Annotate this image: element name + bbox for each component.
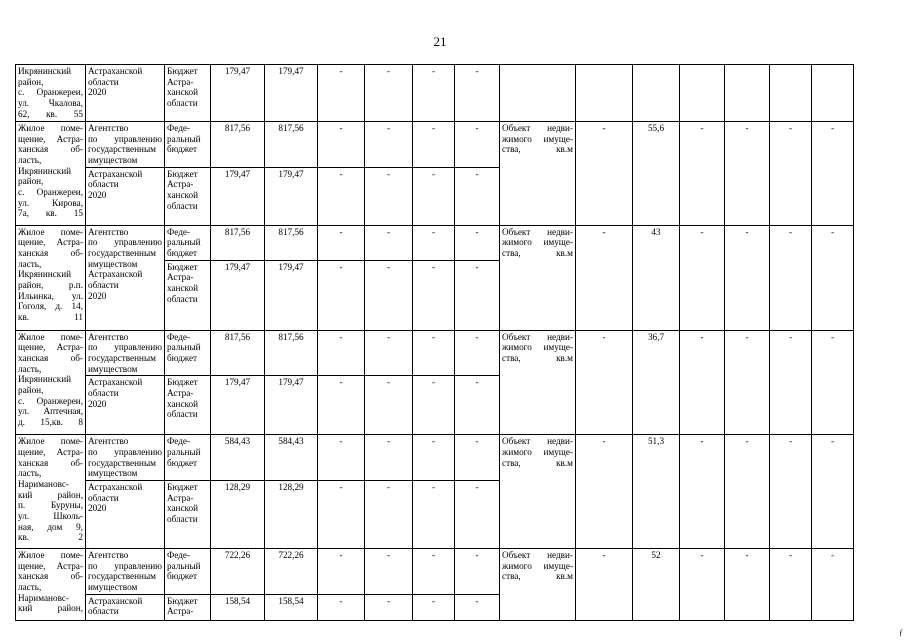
property-empty-cell: - (576, 225, 633, 330)
empty-value-cell: - (455, 167, 500, 225)
text-line: Жилое поме- (18, 226, 83, 237)
empty-value-cell: - (318, 594, 365, 620)
budget-source-cell (165, 260, 211, 330)
empty-value-cell: - (365, 260, 413, 330)
empty-value-cell: - (318, 330, 365, 376)
text-line: 2020 (88, 503, 107, 514)
text-line: ханская об- (18, 144, 83, 155)
empty-value-cell: - (413, 594, 455, 620)
text-line: жимого имуще- (502, 447, 573, 458)
text-line: ханской (167, 398, 199, 409)
text-line: ласть, (18, 258, 42, 269)
text-line: бюджет (167, 571, 198, 582)
amount-cell: 128,29 (211, 481, 265, 549)
text-line: области (167, 293, 198, 304)
text-line: район, (18, 385, 44, 396)
text-line: по управлению (88, 342, 162, 353)
text-line: район, (18, 176, 44, 187)
empty-value-cell: - (770, 435, 812, 549)
text-line: Икрянинский (18, 269, 72, 280)
agency-cell (86, 167, 165, 225)
amount-cell: 722,26 (265, 549, 318, 595)
empty-value-cell: - (365, 481, 413, 549)
text-line: жимого имуще- (502, 342, 573, 353)
amount-cell: 179,47 (265, 167, 318, 225)
empty-value-cell: - (770, 330, 812, 435)
empty-value-cell: - (318, 260, 365, 330)
property-empty-cell (576, 65, 633, 122)
property-empty-cell: - (576, 122, 633, 226)
text-line: Объект недви- (502, 550, 573, 561)
property-type-cell (500, 225, 576, 330)
text-line: Икрянинский (18, 66, 72, 76)
text-line: области (167, 98, 198, 109)
empty-value-cell: - (770, 122, 812, 226)
text-line: 62, кв. 55 (18, 108, 83, 119)
text-line: ул. Чкалова, (18, 98, 83, 109)
empty-value-cell: - (812, 330, 854, 435)
table-row (16, 122, 854, 168)
budget-source-cell (165, 435, 211, 481)
text-line: с. Оранжереи, (18, 395, 83, 406)
text-line: ральный (167, 237, 201, 248)
budget-source-cell (165, 65, 211, 122)
text-line: государственным (88, 457, 156, 468)
agency-cell (86, 376, 165, 435)
budget-source-cell (165, 225, 211, 260)
amount-cell: 158,54 (265, 594, 318, 620)
text-line: жимого имуще- (502, 237, 573, 248)
text-line: Феде- (167, 550, 191, 561)
page-number: 21 (433, 34, 447, 49)
table-row (16, 330, 854, 376)
text-line: щение, Астра- (18, 237, 83, 248)
property-type-cell (500, 122, 576, 226)
text-line: ул. Кирова, (18, 197, 83, 208)
text-line: по управлению (88, 133, 162, 144)
text-line: бюджет (167, 144, 198, 155)
text-line: Феде- (167, 436, 191, 447)
text-line: области (88, 76, 119, 87)
empty-value-cell: - (365, 330, 413, 376)
property-type-cell (500, 330, 576, 435)
empty-value-cell: - (413, 376, 455, 435)
text-line: с. Оранжереи, (18, 87, 83, 98)
empty-value-cell: - (318, 376, 365, 435)
empty-value-cell: - (413, 260, 455, 330)
text-line: Жилое поме- (18, 331, 83, 342)
text-line: по управлению (88, 237, 162, 248)
empty-value-cell: - (413, 435, 455, 481)
amount-cell: 128,29 (265, 481, 318, 549)
empty-value-cell (770, 65, 812, 122)
amount-cell: 817,56 (265, 122, 318, 168)
amount-cell: 179,47 (265, 65, 318, 122)
empty-value-cell: - (365, 65, 413, 122)
empty-value-cell: - (365, 435, 413, 481)
text-line: Бюджет (167, 482, 198, 493)
empty-value-cell: - (318, 225, 365, 260)
text-line: Астраханской (88, 595, 143, 606)
empty-value-cell: - (365, 594, 413, 620)
text-line: Агентство (88, 550, 129, 561)
text-line: ральный (167, 342, 201, 353)
text-line: ральный (167, 133, 201, 144)
text-line: кий район, (18, 603, 83, 614)
empty-value-cell: - (680, 435, 725, 549)
amount-cell: 584,43 (211, 435, 265, 481)
empty-value-cell: - (455, 260, 500, 330)
text-line: кий район, (18, 489, 83, 500)
text-line: Астра- (167, 492, 194, 503)
text-line: государственным (88, 353, 156, 364)
text-line: район, (18, 76, 44, 87)
amount-cell: 584,43 (265, 435, 318, 481)
text-line: щение, Астра- (18, 342, 83, 353)
amount-cell: 817,56 (211, 122, 265, 168)
empty-value-cell (680, 65, 725, 122)
text-line: 2020 (88, 290, 107, 301)
budget-source-cell (165, 594, 211, 620)
empty-value-cell: - (455, 594, 500, 620)
text-line: щение, Астра- (18, 560, 83, 571)
budget-source-cell (165, 549, 211, 595)
empty-value-cell: - (455, 122, 500, 168)
text-line: Наримановс- (18, 592, 69, 603)
empty-value-cell: - (455, 481, 500, 549)
empty-value-cell: - (318, 65, 365, 122)
text-line: ханской (167, 503, 199, 514)
text-line: ства, кв.м (502, 248, 573, 259)
text-line: ул. Аптечная, (18, 406, 83, 417)
empty-value-cell: - (812, 225, 854, 330)
empty-value-cell: - (365, 167, 413, 225)
table-row (16, 435, 854, 481)
text-line: Астраханской (88, 66, 143, 76)
text-line: жимого имуще- (502, 560, 573, 571)
text-line: по управлению (88, 447, 162, 458)
amount-cell: 817,56 (211, 225, 265, 260)
agency-cell (86, 330, 165, 376)
object-address-cell (16, 435, 86, 549)
amount-cell: 179,47 (211, 167, 265, 225)
amount-cell: 179,47 (211, 65, 265, 122)
text-line: Ильинка, ул. (18, 290, 83, 301)
text-line: бюджет (167, 457, 198, 468)
text-line: Икрянинский (18, 165, 72, 176)
object-address-cell (16, 330, 86, 435)
text-line: государственным (88, 248, 156, 259)
budget-source-cell (165, 376, 211, 435)
text-line: Агентство (88, 436, 129, 447)
empty-value-cell: - (413, 330, 455, 376)
text-line: Астраханской (88, 482, 143, 493)
agency-cell (86, 122, 165, 168)
text-line: Феде- (167, 331, 191, 342)
text-line: Астра- (167, 606, 194, 617)
text-line: государственным (88, 571, 156, 582)
text-line: Икрянинский (18, 374, 72, 385)
empty-value-cell: - (812, 435, 854, 549)
empty-value-cell: - (318, 167, 365, 225)
text-line: ства, кв.м (502, 457, 573, 468)
empty-value-cell: - (318, 435, 365, 481)
area-cell: 52 (633, 549, 680, 621)
text-line: Бюджет (167, 261, 198, 272)
amount-cell: 817,56 (265, 330, 318, 376)
text-line: жимого имуще- (502, 133, 573, 144)
area-cell: 43 (633, 225, 680, 330)
empty-value-cell: - (455, 435, 500, 481)
object-address-cell (16, 65, 86, 122)
table-row (16, 65, 854, 122)
empty-value-cell: - (680, 330, 725, 435)
text-line: д. 15,кв. 8 (18, 417, 83, 428)
text-line: Бюджет (167, 595, 198, 606)
amount-cell: 179,47 (211, 260, 265, 330)
text-line: ласть, (18, 582, 42, 593)
text-line: бюджет (167, 248, 198, 259)
text-line: ласть, (18, 468, 42, 479)
text-line: с. Оранжереи, (18, 187, 83, 198)
text-line: ханской (167, 87, 199, 98)
text-line: Жилое поме- (18, 123, 83, 133)
agency-cell (86, 594, 165, 620)
empty-value-cell: - (365, 549, 413, 595)
budget-source-cell (165, 481, 211, 549)
text-line: Наримановс- (18, 479, 69, 490)
text-line: Агентство (88, 331, 129, 342)
empty-value-cell: - (725, 330, 770, 435)
text-line: 7а, кв. 15 (18, 208, 83, 219)
text-line: Бюджет (167, 168, 198, 179)
text-line: бюджет (167, 353, 198, 364)
table-row (16, 225, 854, 260)
text-line: Астраханской (88, 269, 143, 280)
budget-source-cell (165, 167, 211, 225)
text-line: 2020 (88, 87, 107, 98)
text-line: район, р.п. (18, 280, 83, 291)
area-cell: 55,6 (633, 122, 680, 226)
property-type-cell (500, 549, 576, 621)
agency-cell (86, 435, 165, 481)
amount-cell: 722,26 (211, 549, 265, 595)
empty-value-cell: - (318, 122, 365, 168)
text-line: Объект недви- (502, 331, 573, 342)
text-line: ральный (167, 447, 201, 458)
text-line: щение, Астра- (18, 133, 83, 144)
text-line: имуществом (88, 582, 138, 593)
amount-cell: 817,56 (211, 330, 265, 376)
area-cell: 51,3 (633, 435, 680, 549)
empty-value-cell (725, 65, 770, 122)
empty-value-cell: - (365, 225, 413, 260)
empty-value-cell: - (725, 122, 770, 226)
amount-cell: 158,54 (211, 594, 265, 620)
agency-cell (86, 481, 165, 549)
text-line: Объект недви- (502, 436, 573, 447)
empty-value-cell: - (365, 376, 413, 435)
text-line: 2020 (88, 398, 107, 409)
text-line: ласть, (18, 155, 42, 166)
amount-cell: 817,56 (265, 225, 318, 260)
agency-cell (86, 65, 165, 122)
text-line: Бюджет (167, 66, 198, 76)
empty-value-cell: - (725, 435, 770, 549)
text-line: области (88, 388, 119, 399)
text-line: области (88, 179, 119, 190)
empty-value-cell: - (455, 330, 500, 376)
area-cell (633, 65, 680, 122)
text-line: области (167, 514, 198, 525)
empty-value-cell: - (812, 549, 854, 621)
text-line: ханской (167, 283, 199, 294)
empty-value-cell: - (413, 167, 455, 225)
empty-value-cell: - (318, 549, 365, 595)
property-type-cell (500, 65, 576, 122)
object-address-cell (16, 225, 86, 330)
empty-value-cell: - (318, 481, 365, 549)
text-line: Объект недви- (502, 123, 573, 133)
text-line: по управлению (88, 560, 162, 571)
empty-value-cell: - (413, 225, 455, 260)
text-line: области (167, 200, 198, 211)
empty-value-cell: - (455, 65, 500, 122)
empty-value-cell: - (455, 225, 500, 260)
empty-value-cell: - (725, 225, 770, 330)
budget-source-cell (165, 330, 211, 376)
empty-value-cell: - (365, 122, 413, 168)
empty-value-cell: - (413, 65, 455, 122)
empty-value-cell: - (413, 549, 455, 595)
amount-cell: 179,47 (265, 260, 318, 330)
text-line: ханская об- (18, 457, 83, 468)
text-line: Астраханской (88, 168, 143, 179)
text-line: Астра- (167, 76, 194, 87)
text-line: Феде- (167, 226, 191, 237)
text-line: ная, дом 9, (18, 521, 83, 532)
empty-value-cell: - (413, 122, 455, 168)
empty-value-cell: - (770, 549, 812, 621)
amount-cell: 179,47 (265, 376, 318, 435)
property-empty-cell: - (576, 435, 633, 549)
text-line: Агентство (88, 226, 129, 237)
text-line: щение, Астра- (18, 447, 83, 458)
text-line: Астра- (167, 388, 194, 399)
text-line: ства, кв.м (502, 353, 573, 364)
text-line: ханская об- (18, 353, 83, 364)
text-line: имуществом (88, 468, 138, 479)
empty-value-cell: - (413, 481, 455, 549)
edge-mark: ƒ (899, 628, 903, 637)
text-line: Жилое поме- (18, 436, 83, 447)
text-line: ства, кв.м (502, 571, 573, 582)
text-line: Бюджет (167, 377, 198, 388)
object-address-cell (16, 549, 86, 621)
text-line: ральный (167, 560, 201, 571)
text-line: области (88, 492, 119, 503)
text-line: ства, кв.м (502, 144, 573, 155)
text-line: области (167, 409, 198, 420)
text-line: Астра- (167, 272, 194, 283)
table-row (16, 549, 854, 595)
text-line: Астра- (167, 179, 194, 190)
text-line: ханской (167, 190, 199, 201)
text-line: п. Буруны, (18, 500, 83, 511)
text-line: ласть, (18, 363, 42, 374)
text-line: области (88, 280, 119, 291)
text-line: государственным (88, 144, 156, 155)
empty-value-cell (812, 65, 854, 122)
text-line: Агентство (88, 123, 129, 133)
text-line: 2020 (88, 190, 107, 201)
text-line: кв. 2 (18, 532, 83, 543)
empty-value-cell: - (680, 225, 725, 330)
text-line: имуществом (88, 155, 138, 166)
text-line: ханская об- (18, 571, 83, 582)
budget-source-cell (165, 122, 211, 168)
text-line: ханская об- (18, 248, 83, 259)
object-address-cell (16, 122, 86, 226)
text-line: имуществом (88, 363, 138, 374)
property-empty-cell: - (576, 549, 633, 621)
property-table (15, 64, 854, 621)
empty-value-cell: - (455, 549, 500, 595)
empty-value-cell: - (455, 376, 500, 435)
agency-cell (86, 549, 165, 595)
text-line: имуществом (88, 258, 138, 269)
property-type-cell (500, 435, 576, 549)
agency-cell (86, 225, 165, 330)
text-line: Жилое поме- (18, 550, 83, 561)
empty-value-cell: - (680, 122, 725, 226)
text-line: Астраханской (88, 377, 143, 388)
text-line: Гоголя, д. 14, (18, 301, 83, 312)
text-line: ул. Школь- (18, 511, 83, 522)
text-line: области (88, 606, 119, 617)
empty-value-cell: - (812, 122, 854, 226)
text-line: кв. 11 (18, 312, 83, 323)
empty-value-cell: - (725, 549, 770, 621)
empty-value-cell: - (770, 225, 812, 330)
area-cell: 36,7 (633, 330, 680, 435)
amount-cell: 179,47 (211, 376, 265, 435)
text-line: Объект недви- (502, 226, 573, 237)
property-empty-cell: - (576, 330, 633, 435)
text-line: Феде- (167, 123, 191, 133)
empty-value-cell: - (680, 549, 725, 621)
